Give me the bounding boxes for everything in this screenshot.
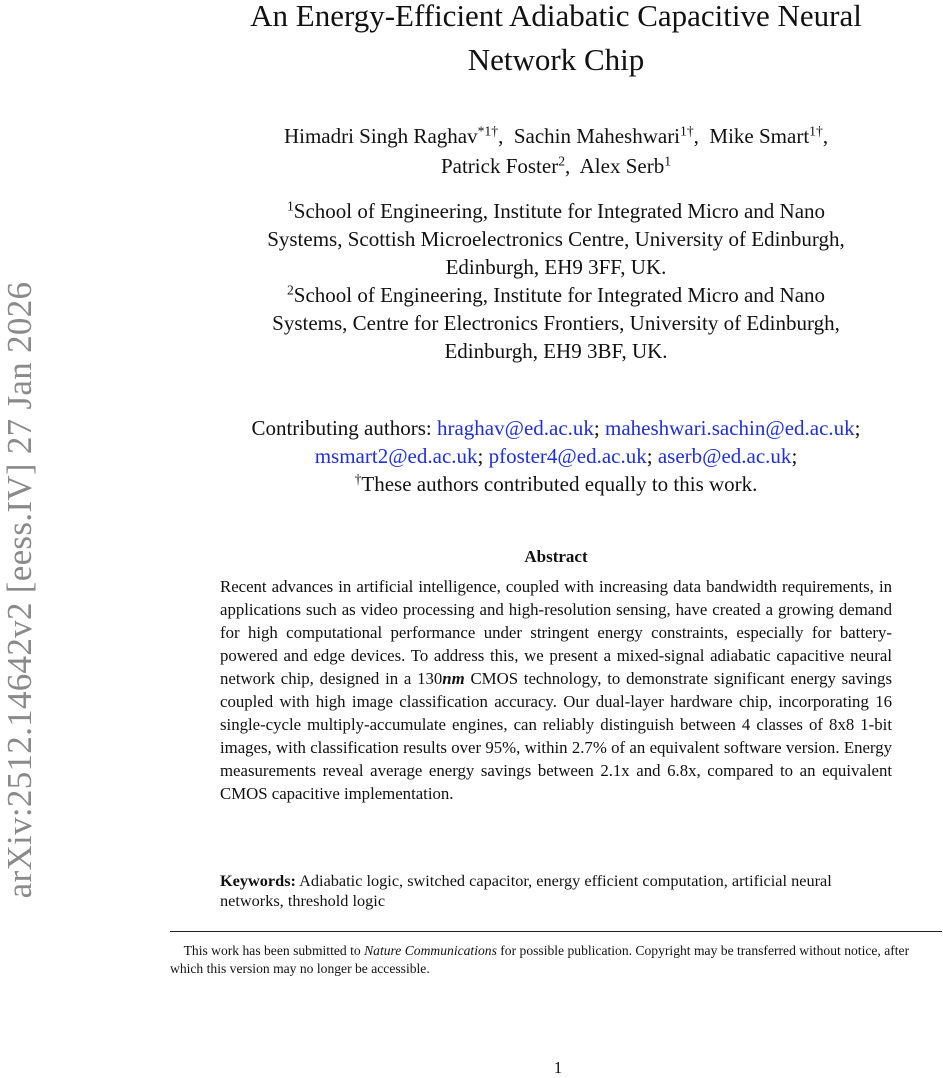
contact-label: Contributing authors:	[251, 416, 432, 440]
affiliation-line: School of Engineering, Institute for Integrated Micro and Nano	[293, 199, 826, 223]
title-line-1: An Energy-Efficient Adiabatic Capacitive Neural	[250, 0, 862, 33]
footnote-journal: Nature Communications	[364, 943, 497, 958]
author-marks: 2	[558, 153, 566, 169]
affiliations	[170, 197, 942, 365]
affiliation-mark: 1	[286, 198, 294, 214]
author-marks: 1†	[680, 123, 694, 139]
email-link-aserb[interactable]: aserb@ed.ac.uk	[657, 444, 792, 468]
abstract-heading: Abstract	[524, 547, 588, 566]
affiliation-line: Systems, Centre for Electronics Frontiers, University of Edinburgh,	[272, 311, 840, 335]
paper-title	[170, 0, 942, 82]
footnote-divider	[170, 931, 942, 932]
author-name: Himadri Singh Raghav	[283, 124, 478, 148]
page-number: 1	[553, 1058, 563, 1077]
affiliation-2	[170, 281, 942, 365]
contact-block	[170, 414, 942, 498]
email-link-msmart2[interactable]: msmart2@ed.ac.uk	[314, 444, 478, 468]
arxiv-identifier-stamp: arXiv:2512.14642v2 [eess.IV] 27 Jan 2026	[0, 281, 39, 899]
author-line-1: Himadri Singh Raghav$^{*1\dagger}$, Sachin Maheshwari$^{1\dagger}$, Mike Smart$^{1\dagger}$,	[283, 123, 829, 148]
email-link-pfoster4[interactable]: pfoster4@ed.ac.uk	[488, 444, 647, 468]
equal-contribution-note	[170, 470, 942, 498]
author-line-2: Patrick Foster$^2$, Alex Serb$^1$	[440, 153, 672, 178]
equal-contribution-text: These authors contributed equally to this work.	[361, 472, 758, 496]
email-link-hraghav[interactable]: hraghav@ed.ac.uk	[436, 416, 594, 440]
affiliation-mark: 2	[286, 282, 294, 298]
affiliation-line: School of Engineering, Institute for Integrated Micro and Nano	[293, 283, 826, 307]
affiliation-line: Edinburgh, EH9 3BF, UK.	[444, 339, 668, 363]
abstract-text-continued: CMOS technology, to demonstrate significant energy savings coupled with high image classification accuracy. Our dual-layer hardware chip, incorporating 16 single-cycle multiply-accumulate engines, can reliably distinguish between 4 classes of 8x8 1-bit images, with classification results over 95%, within 2.7% of an equivalent software version. Energy measurements reveal average energy savings between 2.1x and 6.8x, compared to an equivalent CMOS capacitive implementation.	[220, 669, 892, 803]
abstract-unit: nm	[442, 669, 465, 688]
title-line-2: Network Chip	[467, 42, 645, 77]
author-name: Mike Smart	[709, 124, 810, 148]
contact-line-1: Contributing authors: hraghav@ed.ac.uk; maheshwari.sachin@ed.ac.uk;	[251, 416, 861, 440]
author-marks: 1	[664, 153, 672, 169]
author-name: Patrick Foster	[440, 154, 559, 178]
affiliation-line: Edinburgh, EH9 3FF, UK.	[445, 255, 667, 279]
author-name: Sachin Maheshwari	[513, 124, 681, 148]
author-marks: *1†	[477, 123, 499, 139]
keywords-label: Keywords:	[220, 871, 296, 890]
affiliation-line: Systems, Scottish Microelectronics Centre, University of Edinburgh,	[267, 227, 845, 251]
footnote-text: This work has been submitted to	[183, 943, 365, 958]
keywords-block	[220, 871, 860, 911]
contact-line-2: msmart2@ed.ac.uk; pfoster4@ed.ac.uk; aserb@ed.ac.uk;	[314, 444, 798, 468]
abstract-text: Recent advances in artificial intelligence, coupled with increasing data bandwidth requirements, in applications such as video processing and high-resolution sensing, have created a growing demand for high computational performance under stringent energy constraints, especially for battery-powered and edge devices. To address this, we present a mixed-signal adiabatic capacitive neural network chip, designed in a 130	[220, 577, 892, 688]
email-link-maheshwari[interactable]: maheshwari.sachin@ed.ac.uk	[605, 416, 855, 440]
footnote-text-continued: for possible publication. Copyright may be transferred without notice, after which this version may no longer be accessible.	[170, 943, 910, 976]
author-list	[170, 121, 942, 181]
abstract-body	[220, 575, 892, 805]
keywords-text: Adiabatic logic, switched capacitor, energy efficient computation, artificial neural networks, threshold logic	[220, 871, 832, 910]
author-name: Alex Serb	[579, 154, 665, 178]
author-marks: 1†	[809, 123, 823, 139]
affiliation-1	[170, 197, 942, 281]
dagger-mark: †	[354, 471, 362, 487]
footnote	[170, 942, 942, 978]
